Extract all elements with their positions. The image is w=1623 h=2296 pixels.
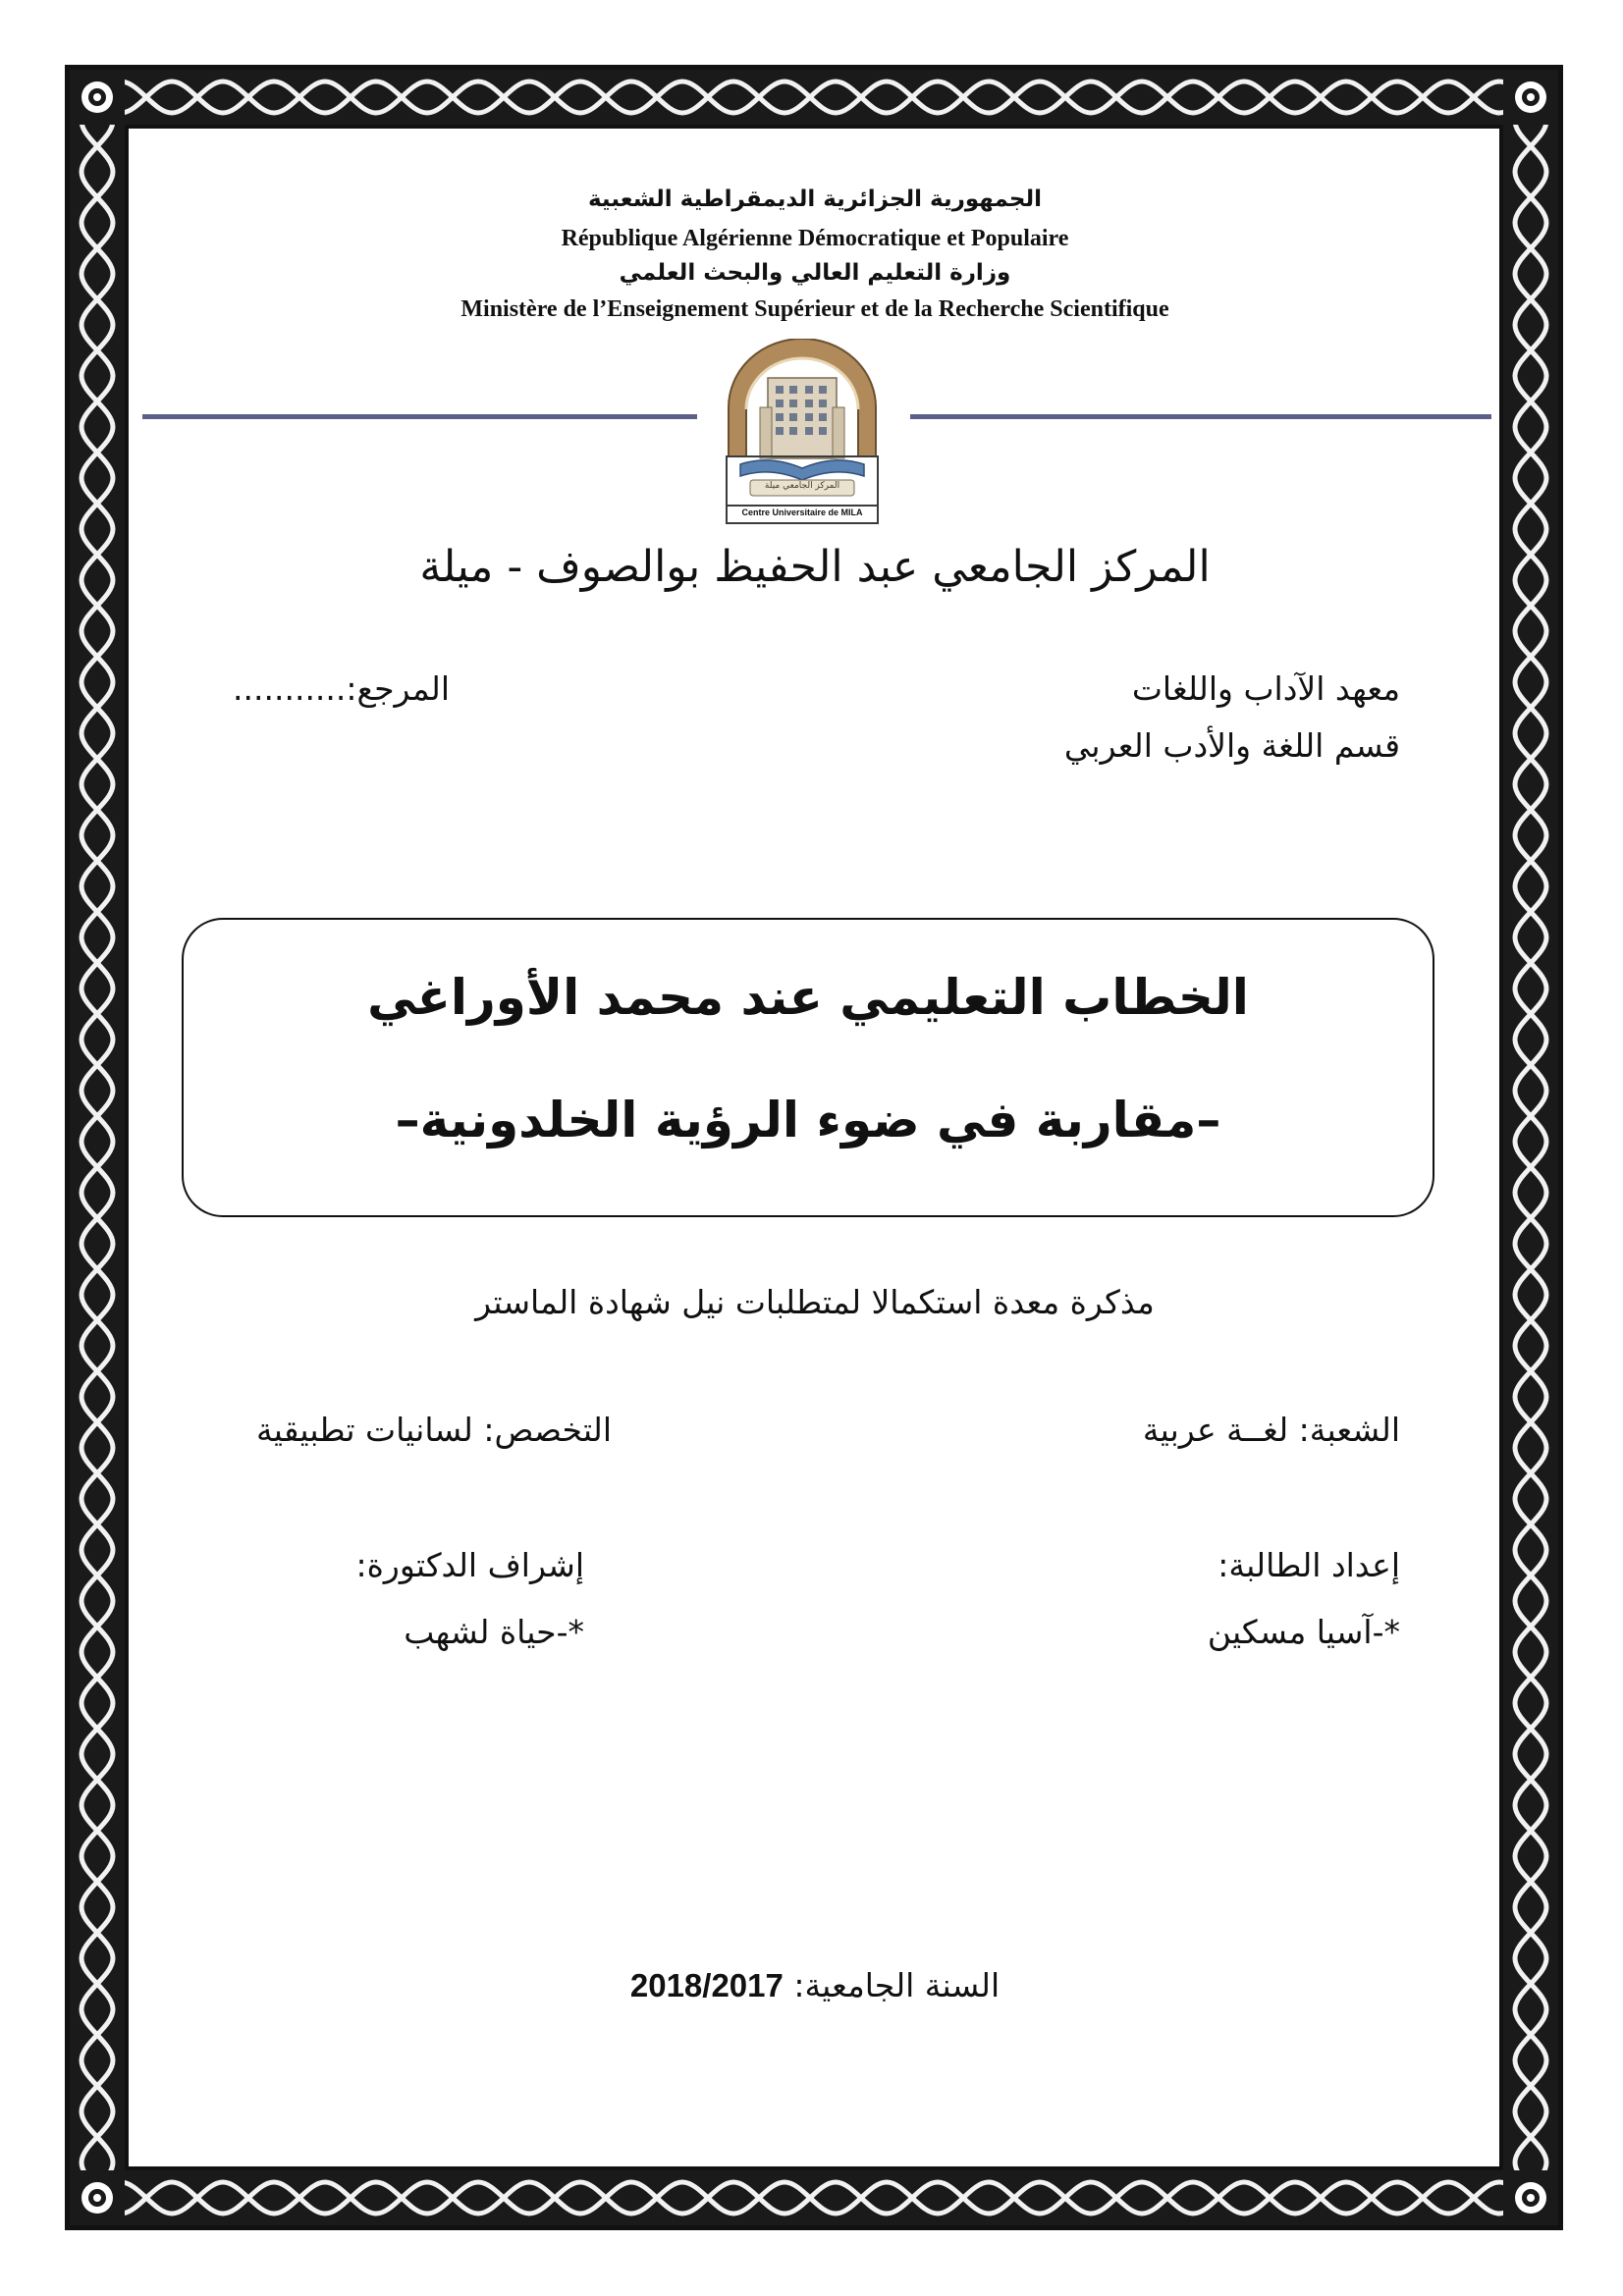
braid-strand [81, 1142, 113, 1193]
braid-strand [1515, 733, 1546, 784]
braid-strand [81, 1958, 113, 2009]
braid-strand [1448, 2182, 1499, 2214]
braid-strand [1515, 1652, 1546, 1703]
braid-strand [81, 2060, 113, 2111]
braid-strand [81, 1346, 113, 1397]
braid-strand [1515, 1295, 1546, 1346]
braid-strand [81, 121, 113, 172]
braid-strand [81, 1805, 113, 1856]
braid-strand [989, 81, 1040, 113]
braid-strand [81, 274, 113, 325]
braid-strand [1142, 81, 1193, 113]
braid-strand [631, 81, 682, 113]
braid-strand [1515, 1499, 1546, 1550]
frame-border-right [1503, 70, 1558, 2225]
braid-strand [1515, 1040, 1546, 1091]
braid-strand [81, 1652, 113, 1703]
braid-strand [81, 733, 113, 784]
frame-border-left [70, 70, 125, 2225]
frame-corner-ornament [1503, 2170, 1558, 2225]
braid-strand [81, 1040, 113, 1091]
braid-strand [427, 2182, 478, 2214]
braid-strand [1295, 2182, 1346, 2214]
braid-strand [1515, 631, 1546, 682]
braid-strand [81, 784, 113, 835]
braid-strand [1515, 1244, 1546, 1295]
braid-strand [1515, 2009, 1546, 2060]
braid-strand [121, 2182, 172, 2214]
braid-strand [1040, 81, 1091, 113]
republic-name-french: République Algérienne Démocratique et Populaire [561, 226, 1069, 251]
thesis-title: الخطاب التعليمي عند محمد الأوراغي [367, 969, 1249, 1026]
braid-strand [172, 81, 223, 113]
braid-strand [1515, 988, 1546, 1040]
braid-strand [1515, 1142, 1546, 1193]
university-name: المركز الجامعي عبد الحفيظ بوالصوف - ميلة [419, 542, 1211, 592]
braid-strand [1295, 81, 1346, 113]
frame-corner-ornament [1503, 70, 1558, 125]
braid-strand [1515, 1091, 1546, 1142]
braid-strand [1515, 1754, 1546, 1805]
braid-strand [81, 223, 113, 274]
header-divider-right [910, 414, 1491, 419]
braid-strand [427, 81, 478, 113]
braid-strand [81, 580, 113, 631]
braid-strand [1040, 2182, 1091, 2214]
braid-strand [1515, 1703, 1546, 1754]
braid-strand [938, 2182, 989, 2214]
student-label: إعداد الطالبة: [1217, 1546, 1400, 1584]
braid-strand [81, 1295, 113, 1346]
frame-border-top [70, 70, 1558, 125]
specialty-field: التخصص: لسانيات تطبيقية [256, 1411, 612, 1449]
braid-strand [1515, 1397, 1546, 1448]
academic-year [147, 1966, 1483, 2004]
braid-strand [682, 81, 733, 113]
branch-field: الشعبة: لغــة عربية [1142, 1411, 1400, 1449]
braid-strand [1515, 580, 1546, 631]
braid-strand [1515, 325, 1546, 376]
braid-strand [1515, 937, 1546, 988]
braid-strand [1515, 1907, 1546, 1958]
braid-strand [81, 1550, 113, 1601]
braid-strand [1515, 274, 1546, 325]
degree-statement: مذكرة معدة استكمالا لمتطلبات نيل شهادة الماستر [475, 1283, 1155, 1321]
braid-strand [81, 631, 113, 682]
braid-strand [1515, 172, 1546, 223]
braid-strand [81, 1856, 113, 1907]
braid-strand [631, 2182, 682, 2214]
braid-strand [1346, 2182, 1397, 2214]
braid-strand [1397, 2182, 1448, 2214]
braid-strand [81, 1601, 113, 1652]
braid-strand [81, 1448, 113, 1499]
braid-strand [121, 81, 172, 113]
braid-strand [580, 81, 631, 113]
braid-strand [1515, 1448, 1546, 1499]
braid-strand [580, 2182, 631, 2214]
braid-strand [81, 478, 113, 529]
braid-strand [784, 81, 836, 113]
braid-strand [1193, 81, 1244, 113]
braid-strand [1515, 886, 1546, 937]
braid-strand [989, 2182, 1040, 2214]
braid-strand [172, 2182, 223, 2214]
braid-strand [1515, 784, 1546, 835]
braid-strand [836, 2182, 887, 2214]
braid-strand [1515, 2060, 1546, 2111]
institute-name: معهد الآداب واللغات [1131, 669, 1400, 708]
supervisor-name: *-حياة لشهب [404, 1613, 584, 1651]
header-divider-left [142, 414, 697, 419]
braid-strand [784, 2182, 836, 2214]
braid-strand [223, 2182, 274, 2214]
braid-strand [81, 886, 113, 937]
braid-strand [478, 81, 529, 113]
academic-year-label: السنة الجامعية: [793, 1966, 1001, 2004]
braid-strand [1244, 81, 1295, 113]
braid-strand [81, 1703, 113, 1754]
braid-strand [887, 81, 938, 113]
academic-year-value: 2018/2017 [629, 1967, 784, 2003]
logo-banner-text: المركز الجامعي ميلة [764, 481, 840, 491]
frame-corner-ornament [70, 70, 125, 125]
braid-strand [733, 81, 784, 113]
braid-strand [1091, 81, 1142, 113]
braid-strand [1397, 81, 1448, 113]
thesis-title-box [182, 918, 1434, 1217]
braid-strand [682, 2182, 733, 2214]
braid-strand [529, 2182, 580, 2214]
braid-strand [376, 81, 427, 113]
ministry-name-arabic: وزارة التعليم العالي والبحث العلمي [619, 260, 1011, 286]
braid-strand [274, 2182, 325, 2214]
braid-strand [1515, 682, 1546, 733]
braid-strand [1515, 376, 1546, 427]
braid-strand [325, 2182, 376, 2214]
braid-strand [1193, 2182, 1244, 2214]
braid-strand [1515, 1958, 1546, 2009]
braid-strand [81, 1193, 113, 1244]
braid-strand [325, 81, 376, 113]
braid-strand [81, 1907, 113, 1958]
braid-strand [1515, 529, 1546, 580]
thesis-subtitle: –مقاربة في ضوء الرؤية الخلدونية– [395, 1092, 1221, 1148]
braid-strand [81, 529, 113, 580]
braid-strand [529, 81, 580, 113]
braid-strand [1515, 2111, 1546, 2163]
braid-strand [81, 2009, 113, 2060]
braid-strand [1515, 1346, 1546, 1397]
braid-strand [1515, 835, 1546, 886]
braid-strand [81, 2111, 113, 2163]
ministry-name-french: Ministère de l’Enseignement Supérieur et de la Recherche Scientifique [460, 296, 1169, 322]
republic-name-arabic: الجمهورية الجزائرية الديمقراطية الشعبية [587, 187, 1043, 212]
braid-strand [1515, 1193, 1546, 1244]
braid-strand [1515, 1805, 1546, 1856]
braid-strand [81, 1754, 113, 1805]
braid-strand [81, 988, 113, 1040]
braid-strand [1515, 478, 1546, 529]
department-name: قسم اللغة والأدب العربي [1063, 726, 1400, 765]
supervisor-label: إشراف الدكتورة: [355, 1546, 584, 1584]
braid-strand [1515, 427, 1546, 478]
braid-strand [376, 2182, 427, 2214]
braid-strand [81, 172, 113, 223]
braid-strand [81, 1091, 113, 1142]
braid-strand [81, 1244, 113, 1295]
braid-strand [938, 81, 989, 113]
braid-strand [1515, 223, 1546, 274]
frame-border-bottom [70, 2170, 1558, 2225]
braid-strand [478, 2182, 529, 2214]
braid-strand [887, 2182, 938, 2214]
braid-strand [81, 682, 113, 733]
braid-strand [1515, 1601, 1546, 1652]
braid-strand [274, 81, 325, 113]
braid-strand [81, 427, 113, 478]
braid-strand [733, 2182, 784, 2214]
braid-strand [223, 81, 274, 113]
braid-strand [81, 835, 113, 886]
braid-strand [836, 81, 887, 113]
university-building-logo [721, 339, 884, 525]
braid-strand [81, 376, 113, 427]
braid-strand [1515, 121, 1546, 172]
braid-strand [1346, 81, 1397, 113]
frame-corner-ornament [70, 2170, 125, 2225]
braid-strand [1091, 2182, 1142, 2214]
braid-strand [81, 1499, 113, 1550]
braid-strand [81, 937, 113, 988]
braid-strand [81, 325, 113, 376]
braid-strand [1244, 2182, 1295, 2214]
braid-strand [81, 1397, 113, 1448]
reference-number: المرجع:........... [233, 669, 450, 708]
braid-strand [1515, 1856, 1546, 1907]
braid-strand [1515, 1550, 1546, 1601]
braid-strand [1142, 2182, 1193, 2214]
student-name: *-آسيا مسكين [1207, 1613, 1400, 1651]
braid-strand [1448, 81, 1499, 113]
logo-caption: Centre Universitaire de MILA [741, 507, 863, 517]
